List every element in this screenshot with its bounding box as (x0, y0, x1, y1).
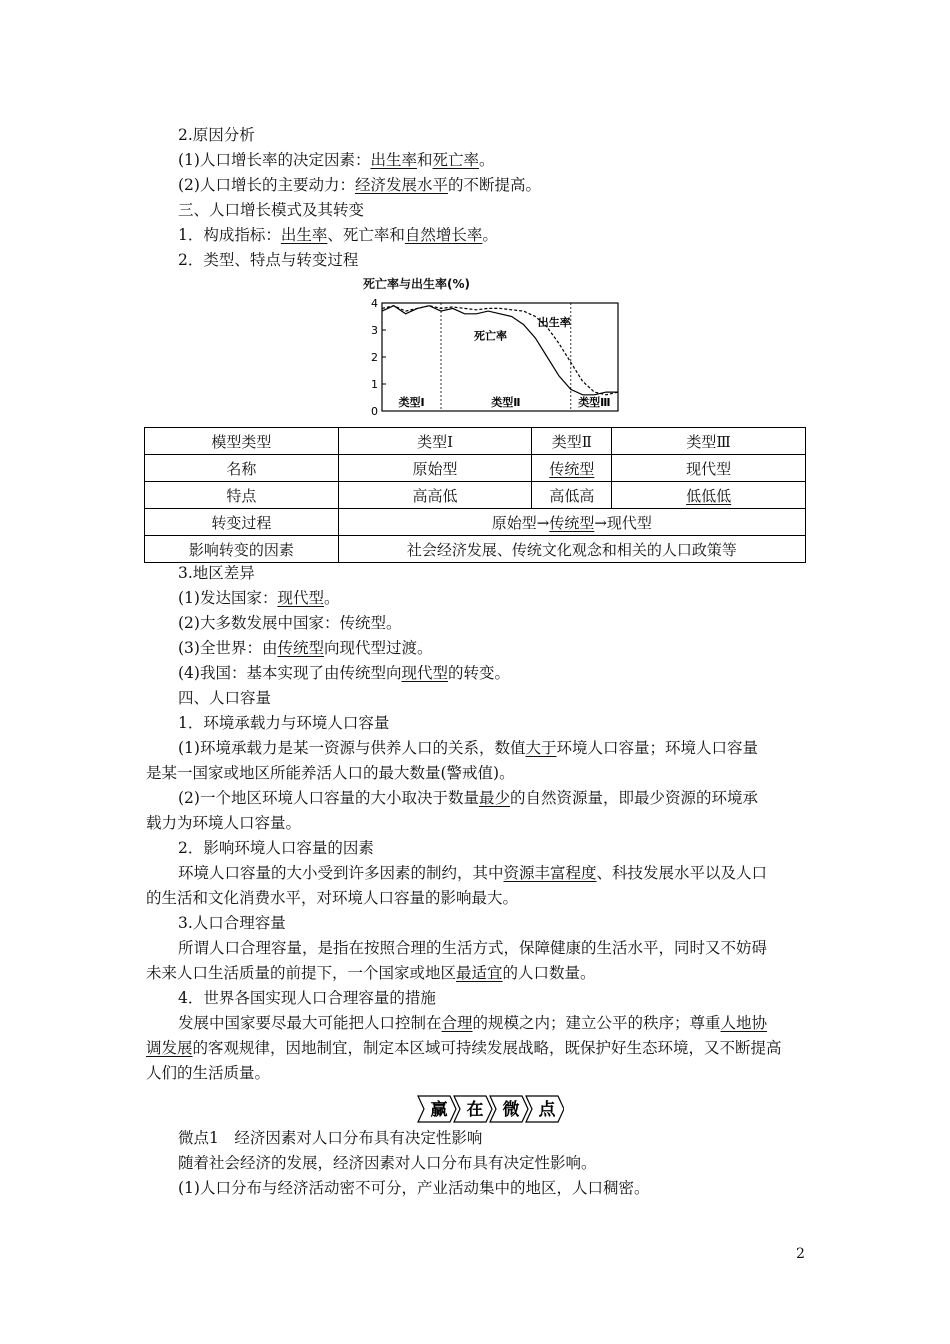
table-cell: 社会经济发展、传统文化观念和相关的人口政策等 (338, 536, 805, 563)
y-tick-label: 4 (371, 297, 378, 310)
region-label: 类型Ⅲ (578, 396, 611, 409)
table-cell: 类型Ⅰ (338, 428, 532, 455)
subheading: 4．世界各国实现人口合理容量的措施 (178, 989, 436, 1007)
table-cell: 转变过程 (145, 509, 339, 536)
paragraph: 2．类型、特点与转变过程 (178, 251, 359, 269)
table-cell: 特点 (145, 482, 339, 509)
section-heading: 三、人口增长模式及其转变 (178, 201, 365, 219)
section-heading: 3.地区差异 (178, 564, 255, 582)
y-tick-label: 2 (371, 351, 378, 364)
series-label: 出生率 (537, 315, 571, 329)
table-cell: 名称 (145, 455, 339, 482)
paragraph: 是某一国家或地区所能养活人口的最大数量(警戒值)。 (146, 764, 515, 782)
y-tick-label: 0 (371, 405, 378, 418)
table-cell: 传统型 (532, 455, 612, 482)
table-cell: 高高低 (338, 482, 532, 509)
paragraph: (1)发达国家：现代型。 (178, 589, 340, 607)
chart-svg (368, 297, 630, 419)
y-tick-label: 1 (371, 378, 378, 391)
table-cell: 现代型 (612, 455, 806, 482)
paragraph: 环境人口容量的大小受到许多因素的制约，其中资源丰富程度、科技发展水平以及人口 (178, 864, 768, 882)
series-label: 死亡率 (474, 329, 508, 343)
model-table (144, 427, 806, 563)
table-cell: 原始型 (338, 455, 532, 482)
paragraph: (1)人口分布与经济活动密不可分，产业活动集中的地区，人口稠密。 (178, 1179, 650, 1197)
paragraph: (3)全世界：由传统型向现代型过渡。 (178, 639, 433, 657)
table-row (145, 428, 806, 455)
paragraph: 的生活和文化消费水平，对环境人口容量的影响最大。 (146, 889, 519, 907)
table-cell: 原始型→传统型→现代型 (338, 509, 805, 536)
table-row (145, 482, 806, 509)
subheading: 2．影响环境人口容量的因素 (178, 839, 374, 857)
paragraph: (1)人口增长率的决定因素：出生率和死亡率。 (178, 151, 495, 169)
y-tick-label: 3 (371, 324, 378, 337)
region-label: 类型Ⅱ (491, 396, 521, 409)
paragraph: 人们的生活质量。 (146, 1064, 271, 1082)
subheading: 3.人口合理容量 (178, 914, 286, 932)
banner-char: 赢 (430, 1100, 448, 1120)
paragraph: (2)一个地区环境人口容量的大小取决于数量最少的自然资源量，即最少资源的环境承 (178, 789, 758, 807)
table-cell: 类型Ⅲ (612, 428, 806, 455)
paragraph: (2)人口增长的主要动力：经济发展水平的不断提高。 (178, 176, 541, 194)
series-line (382, 306, 618, 395)
section-heading: 2.原因分析 (178, 126, 255, 144)
banner-char: 在 (466, 1100, 484, 1120)
page-number: 2 (796, 1246, 805, 1262)
paragraph: 所谓人口合理容量，是指在按照合理的生活方式，保障健康的生活水平，同时又不妨碍 (178, 939, 768, 957)
banner-char: 微 (502, 1100, 520, 1120)
table-cell: 低低低 (612, 482, 806, 509)
table-cell: 类型Ⅱ (532, 428, 612, 455)
paragraph: 1．构成指标：出生率、死亡率和自然增长率。 (178, 226, 498, 244)
paragraph: 未来人口生活质量的前提下，一个国家或地区最适宜的人口数量。 (146, 964, 596, 982)
section-heading: 四、人口容量 (178, 689, 272, 707)
table-cell: 模型类型 (145, 428, 339, 455)
paragraph: 发展中国家要尽最大可能把人口控制在合理的规模之内；建立公平的秩序；尊重人地协 (178, 1014, 768, 1032)
chart-title: 死亡率与出生率(%) (363, 277, 470, 291)
paragraph: 载力为环境人口容量。 (146, 814, 302, 832)
paragraph: (2)大多数发展中国家：传统型。 (178, 614, 402, 632)
subheading: 1．环境承载力与环境人口容量 (178, 714, 390, 732)
table-row (145, 509, 806, 536)
series-line (382, 306, 618, 395)
population-chart (368, 297, 630, 419)
table-row (145, 455, 806, 482)
table-row (145, 536, 806, 563)
table-cell: 高低高 (532, 482, 612, 509)
paragraph: (4)我国：基本实现了由传统型向现代型的转变。 (178, 664, 510, 682)
paragraph: (1)环境承载力是某一资源与供养人口的关系，数值大于环境人口容量；环境人口容量 (178, 739, 758, 757)
paragraph: 调发展的客观规律，因地制宜，制定本区域可持续发展战略，既保护好生态环境，又不断提高 (146, 1039, 782, 1057)
table-cell: 影响转变的因素 (145, 536, 339, 563)
section-banner (416, 1093, 564, 1125)
region-label: 类型Ⅰ (398, 396, 425, 409)
banner-char: 点 (538, 1100, 556, 1120)
paragraph: 随着社会经济的发展，经济因素对人口分布具有决定性影响。 (178, 1154, 597, 1172)
banner-graphic (416, 1093, 564, 1125)
micro-title: 微点1 经济因素对人口分布具有决定性影响 (178, 1129, 483, 1147)
